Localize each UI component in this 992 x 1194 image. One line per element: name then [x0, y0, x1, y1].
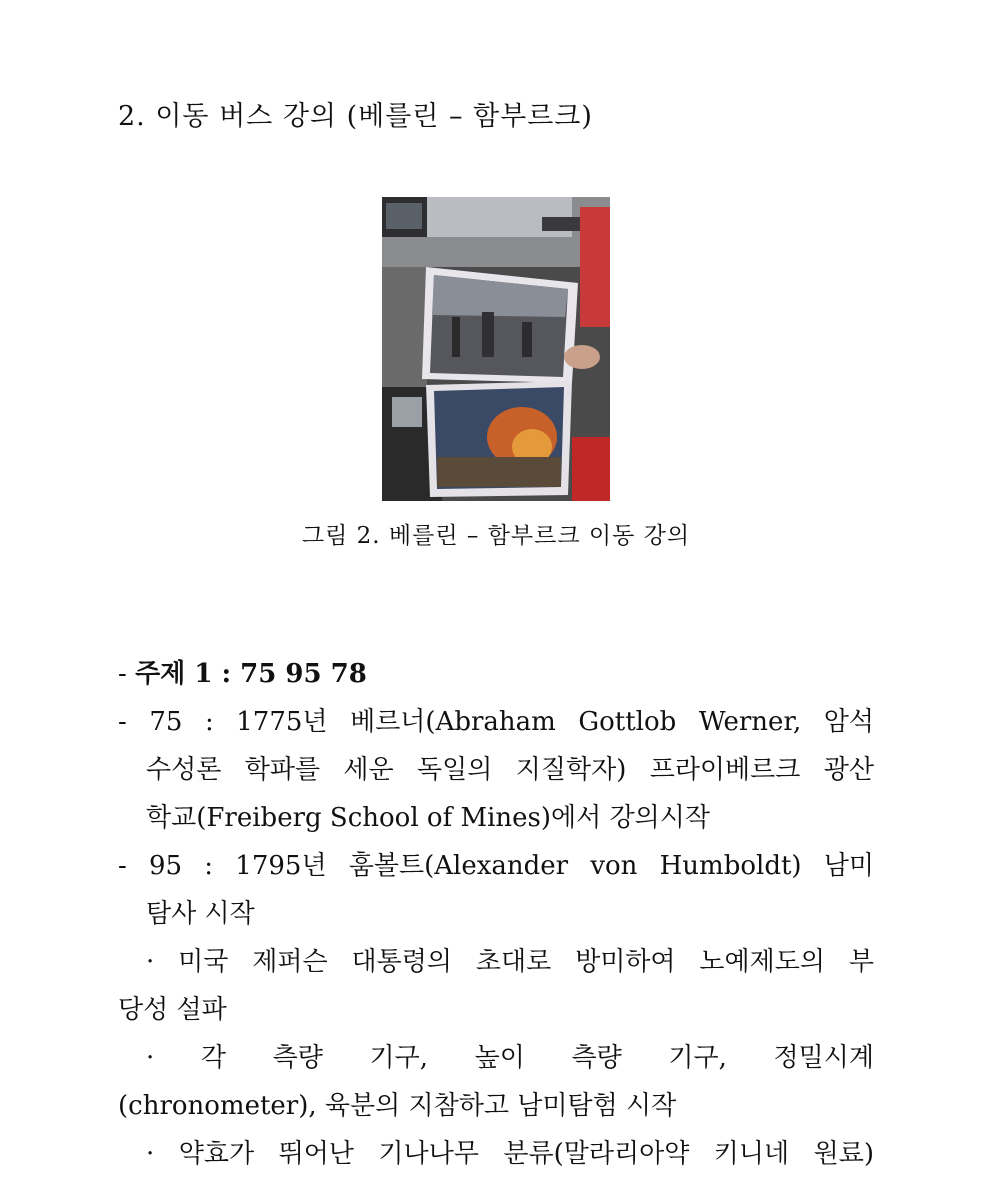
bullet-3-line1: · 약효가 뛰어난 기나나무 분류(말라리아약 키니네 원료) [146, 1139, 874, 1169]
item-95-line2: 탐사 시작 [146, 899, 255, 929]
section-title: 2. 이동 버스 강의 (베를린 – 함부르크) [118, 101, 593, 132]
item-75-line2: 수성론 학파를 세운 독일의 지질학자) 프라이베르크 광산 [146, 755, 874, 785]
bus-lecture-photo [382, 197, 610, 501]
bullet-1-line2: 당성 설파 [118, 995, 227, 1025]
topic-prefix: - [118, 659, 136, 689]
figure-photo [382, 197, 610, 501]
lecture-notes [118, 650, 874, 1178]
item-75-line3: 학교(Freiberg School of Mines)에서 강의시작 [146, 803, 710, 833]
bullet-1-line1: · 미국 제퍼슨 대통령의 초대로 방미하여 노예제도의 부 [146, 947, 874, 977]
figure-caption: 그림 2. 베를린 – 함부르크 이동 강의 [301, 523, 691, 549]
bullet-2-line2: (chronometer), 육분의 지참하고 남미탐험 시작 [118, 1091, 677, 1121]
bullet-2-line1: · 각 측량 기구, 높이 측량 기구, 정밀시계 [146, 1043, 874, 1073]
item-75-line1: - 75 : 1775년 베르너(Abraham Gottlob Werner, 암석 [118, 707, 874, 737]
item-95-line1: - 95 : 1795년 훔볼트(Alexander von Humboldt) 남미 [118, 851, 874, 881]
topic-heading: - 주제 1 : 75 95 78 [118, 659, 367, 689]
